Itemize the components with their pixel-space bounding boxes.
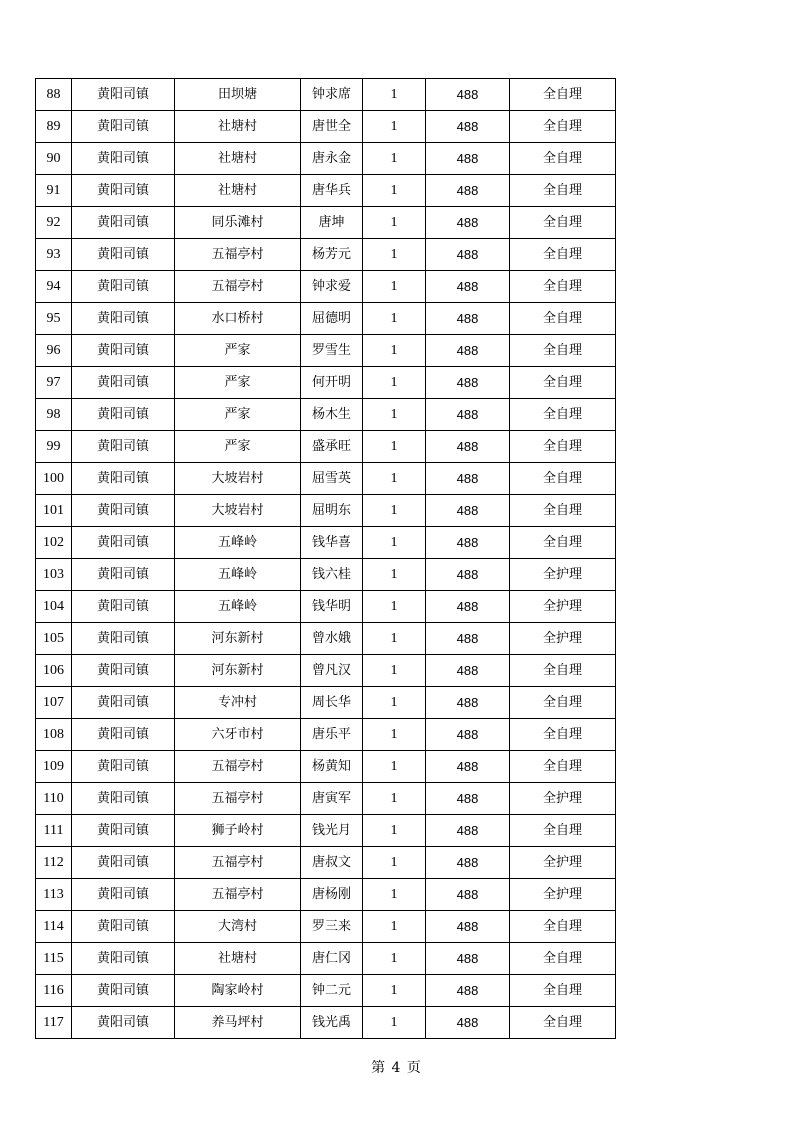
village-cell: 河东新村: [175, 623, 301, 655]
roster-table-body: [36, 79, 616, 1039]
count-cell: 1: [363, 367, 426, 399]
amount-cell: 488: [426, 847, 510, 879]
person-name-cell: 曾水娥: [301, 623, 363, 655]
town-cell: 黄阳司镇: [72, 879, 175, 911]
table-row: [36, 527, 616, 559]
care-type-cell: 全自理: [510, 335, 616, 367]
town-cell: 黄阳司镇: [72, 591, 175, 623]
page-number-label: 第 4 页: [371, 1060, 422, 1076]
village-cell: 大湾村: [175, 911, 301, 943]
table-row: [36, 975, 616, 1007]
village-cell: 五福亭村: [175, 239, 301, 271]
count-cell: 1: [363, 847, 426, 879]
person-name-cell: 杨木生: [301, 399, 363, 431]
table-row: [36, 815, 616, 847]
count-cell: 1: [363, 911, 426, 943]
amount-cell: 488: [426, 655, 510, 687]
amount-cell: 488: [426, 431, 510, 463]
town-cell: 黄阳司镇: [72, 431, 175, 463]
row-number-cell: 110: [36, 783, 72, 815]
row-number-cell: 113: [36, 879, 72, 911]
care-type-cell: 全护理: [510, 591, 616, 623]
count-cell: 1: [363, 79, 426, 111]
village-cell: 大坡岩村: [175, 463, 301, 495]
row-number-cell: 99: [36, 431, 72, 463]
village-cell: 严家: [175, 335, 301, 367]
amount-cell: 488: [426, 271, 510, 303]
village-cell: 社塘村: [175, 111, 301, 143]
amount-cell: 488: [426, 975, 510, 1007]
row-number-cell: 112: [36, 847, 72, 879]
village-cell: 五福亭村: [175, 783, 301, 815]
person-name-cell: 钱光月: [301, 815, 363, 847]
care-type-cell: 全自理: [510, 367, 616, 399]
amount-cell: 488: [426, 111, 510, 143]
town-cell: 黄阳司镇: [72, 175, 175, 207]
table-row: [36, 687, 616, 719]
amount-cell: 488: [426, 399, 510, 431]
table-row: [36, 719, 616, 751]
person-name-cell: 杨芳元: [301, 239, 363, 271]
village-cell: 五福亭村: [175, 271, 301, 303]
person-name-cell: 罗三来: [301, 911, 363, 943]
row-number-cell: 115: [36, 943, 72, 975]
row-number-cell: 102: [36, 527, 72, 559]
care-type-cell: 全自理: [510, 207, 616, 239]
count-cell: 1: [363, 111, 426, 143]
row-number-cell: 91: [36, 175, 72, 207]
person-name-cell: 唐永金: [301, 143, 363, 175]
care-type-cell: 全自理: [510, 751, 616, 783]
person-name-cell: 唐寅军: [301, 783, 363, 815]
care-type-cell: 全自理: [510, 527, 616, 559]
care-type-cell: 全自理: [510, 239, 616, 271]
table-row: [36, 79, 616, 111]
care-type-cell: 全自理: [510, 943, 616, 975]
count-cell: 1: [363, 431, 426, 463]
town-cell: 黄阳司镇: [72, 79, 175, 111]
town-cell: 黄阳司镇: [72, 751, 175, 783]
table-row: [36, 495, 616, 527]
row-number-cell: 101: [36, 495, 72, 527]
care-type-cell: 全自理: [510, 399, 616, 431]
care-type-cell: 全自理: [510, 719, 616, 751]
count-cell: 1: [363, 207, 426, 239]
amount-cell: 488: [426, 207, 510, 239]
care-type-cell: 全自理: [510, 431, 616, 463]
care-type-cell: 全自理: [510, 1007, 616, 1039]
table-row: [36, 431, 616, 463]
count-cell: 1: [363, 687, 426, 719]
person-name-cell: 钱六桂: [301, 559, 363, 591]
town-cell: 黄阳司镇: [72, 783, 175, 815]
village-cell: 社塘村: [175, 943, 301, 975]
row-number-cell: 105: [36, 623, 72, 655]
row-number-cell: 89: [36, 111, 72, 143]
row-number-cell: 106: [36, 655, 72, 687]
person-name-cell: 何开明: [301, 367, 363, 399]
village-cell: 五峰岭: [175, 559, 301, 591]
village-cell: 田坝塘: [175, 79, 301, 111]
care-type-cell: 全自理: [510, 303, 616, 335]
village-cell: 养马坪村: [175, 1007, 301, 1039]
count-cell: 1: [363, 975, 426, 1007]
care-type-cell: 全自理: [510, 975, 616, 1007]
table-row: [36, 559, 616, 591]
village-cell: 社塘村: [175, 175, 301, 207]
row-number-cell: 94: [36, 271, 72, 303]
count-cell: 1: [363, 399, 426, 431]
row-number-cell: 108: [36, 719, 72, 751]
person-name-cell: 唐杨刚: [301, 879, 363, 911]
town-cell: 黄阳司镇: [72, 527, 175, 559]
care-type-cell: 全自理: [510, 175, 616, 207]
person-name-cell: 唐叔文: [301, 847, 363, 879]
care-type-cell: 全护理: [510, 879, 616, 911]
count-cell: 1: [363, 751, 426, 783]
village-cell: 狮子岭村: [175, 815, 301, 847]
table-row: [36, 111, 616, 143]
amount-cell: 488: [426, 815, 510, 847]
amount-cell: 488: [426, 527, 510, 559]
town-cell: 黄阳司镇: [72, 463, 175, 495]
page-footer: [0, 1057, 793, 1077]
amount-cell: 488: [426, 1007, 510, 1039]
care-type-cell: 全自理: [510, 655, 616, 687]
town-cell: 黄阳司镇: [72, 239, 175, 271]
table-row: [36, 143, 616, 175]
amount-cell: 488: [426, 143, 510, 175]
person-name-cell: 曾凡汉: [301, 655, 363, 687]
row-number-cell: 109: [36, 751, 72, 783]
row-number-cell: 117: [36, 1007, 72, 1039]
village-cell: 五峰岭: [175, 527, 301, 559]
care-type-cell: 全自理: [510, 687, 616, 719]
count-cell: 1: [363, 879, 426, 911]
table-row: [36, 847, 616, 879]
amount-cell: 488: [426, 687, 510, 719]
care-type-cell: 全护理: [510, 847, 616, 879]
town-cell: 黄阳司镇: [72, 143, 175, 175]
village-cell: 专冲村: [175, 687, 301, 719]
village-cell: 严家: [175, 399, 301, 431]
table-row: [36, 783, 616, 815]
town-cell: 黄阳司镇: [72, 975, 175, 1007]
person-name-cell: 盛承旺: [301, 431, 363, 463]
care-type-cell: 全自理: [510, 143, 616, 175]
care-type-cell: 全自理: [510, 463, 616, 495]
row-number-cell: 111: [36, 815, 72, 847]
person-name-cell: 罗雪生: [301, 335, 363, 367]
table-row: [36, 303, 616, 335]
row-number-cell: 103: [36, 559, 72, 591]
table-row: [36, 911, 616, 943]
care-type-cell: 全护理: [510, 559, 616, 591]
row-number-cell: 96: [36, 335, 72, 367]
village-cell: 五福亭村: [175, 847, 301, 879]
town-cell: 黄阳司镇: [72, 111, 175, 143]
table-row: [36, 943, 616, 975]
person-name-cell: 屈明东: [301, 495, 363, 527]
count-cell: 1: [363, 591, 426, 623]
count-cell: 1: [363, 335, 426, 367]
village-cell: 陶家岭村: [175, 975, 301, 1007]
count-cell: 1: [363, 1007, 426, 1039]
table-row: [36, 207, 616, 239]
amount-cell: 488: [426, 719, 510, 751]
town-cell: 黄阳司镇: [72, 335, 175, 367]
village-cell: 严家: [175, 431, 301, 463]
town-cell: 黄阳司镇: [72, 655, 175, 687]
care-type-cell: 全自理: [510, 79, 616, 111]
roster-table: [35, 78, 616, 1039]
town-cell: 黄阳司镇: [72, 399, 175, 431]
person-name-cell: 钱光禹: [301, 1007, 363, 1039]
village-cell: 同乐滩村: [175, 207, 301, 239]
table-row: [36, 655, 616, 687]
count-cell: 1: [363, 239, 426, 271]
care-type-cell: 全自理: [510, 111, 616, 143]
row-number-cell: 104: [36, 591, 72, 623]
village-cell: 大坡岩村: [175, 495, 301, 527]
count-cell: 1: [363, 271, 426, 303]
town-cell: 黄阳司镇: [72, 719, 175, 751]
care-type-cell: 全自理: [510, 815, 616, 847]
amount-cell: 488: [426, 879, 510, 911]
village-cell: 五福亭村: [175, 751, 301, 783]
person-name-cell: 唐仁冈: [301, 943, 363, 975]
row-number-cell: 98: [36, 399, 72, 431]
person-name-cell: 屈雪英: [301, 463, 363, 495]
village-cell: 水口桥村: [175, 303, 301, 335]
town-cell: 黄阳司镇: [72, 623, 175, 655]
person-name-cell: 唐世全: [301, 111, 363, 143]
count-cell: 1: [363, 463, 426, 495]
town-cell: 黄阳司镇: [72, 943, 175, 975]
count-cell: 1: [363, 527, 426, 559]
amount-cell: 488: [426, 943, 510, 975]
amount-cell: 488: [426, 463, 510, 495]
person-name-cell: 钟求爱: [301, 271, 363, 303]
person-name-cell: 屈德明: [301, 303, 363, 335]
table-row: [36, 879, 616, 911]
town-cell: 黄阳司镇: [72, 815, 175, 847]
row-number-cell: 88: [36, 79, 72, 111]
count-cell: 1: [363, 719, 426, 751]
amount-cell: 488: [426, 623, 510, 655]
care-type-cell: 全自理: [510, 495, 616, 527]
table-row: [36, 175, 616, 207]
table-row: [36, 591, 616, 623]
care-type-cell: 全自理: [510, 911, 616, 943]
count-cell: 1: [363, 943, 426, 975]
person-name-cell: 周长华: [301, 687, 363, 719]
count-cell: 1: [363, 143, 426, 175]
table-row: [36, 271, 616, 303]
amount-cell: 488: [426, 335, 510, 367]
table-row: [36, 1007, 616, 1039]
table-row: [36, 335, 616, 367]
town-cell: 黄阳司镇: [72, 271, 175, 303]
amount-cell: 488: [426, 175, 510, 207]
amount-cell: 488: [426, 239, 510, 271]
amount-cell: 488: [426, 559, 510, 591]
town-cell: 黄阳司镇: [72, 207, 175, 239]
town-cell: 黄阳司镇: [72, 687, 175, 719]
person-name-cell: 唐华兵: [301, 175, 363, 207]
table-row: [36, 751, 616, 783]
person-name-cell: 钱华明: [301, 591, 363, 623]
row-number-cell: 114: [36, 911, 72, 943]
amount-cell: 488: [426, 591, 510, 623]
table-row: [36, 239, 616, 271]
row-number-cell: 93: [36, 239, 72, 271]
table-row: [36, 367, 616, 399]
town-cell: 黄阳司镇: [72, 911, 175, 943]
row-number-cell: 95: [36, 303, 72, 335]
count-cell: 1: [363, 783, 426, 815]
amount-cell: 488: [426, 911, 510, 943]
amount-cell: 488: [426, 367, 510, 399]
count-cell: 1: [363, 303, 426, 335]
person-name-cell: 唐坤: [301, 207, 363, 239]
row-number-cell: 97: [36, 367, 72, 399]
row-number-cell: 116: [36, 975, 72, 1007]
care-type-cell: 全护理: [510, 623, 616, 655]
village-cell: 六牙市村: [175, 719, 301, 751]
village-cell: 五峰岭: [175, 591, 301, 623]
amount-cell: 488: [426, 495, 510, 527]
person-name-cell: 钟求席: [301, 79, 363, 111]
count-cell: 1: [363, 623, 426, 655]
town-cell: 黄阳司镇: [72, 367, 175, 399]
town-cell: 黄阳司镇: [72, 495, 175, 527]
village-cell: 河东新村: [175, 655, 301, 687]
person-name-cell: 钱华喜: [301, 527, 363, 559]
person-name-cell: 钟二元: [301, 975, 363, 1007]
person-name-cell: 杨黄知: [301, 751, 363, 783]
village-cell: 五福亭村: [175, 879, 301, 911]
row-number-cell: 92: [36, 207, 72, 239]
count-cell: 1: [363, 655, 426, 687]
row-number-cell: 100: [36, 463, 72, 495]
amount-cell: 488: [426, 303, 510, 335]
count-cell: 1: [363, 559, 426, 591]
village-cell: 社塘村: [175, 143, 301, 175]
table-row: [36, 623, 616, 655]
count-cell: 1: [363, 495, 426, 527]
amount-cell: 488: [426, 751, 510, 783]
care-type-cell: 全自理: [510, 271, 616, 303]
table-row: [36, 399, 616, 431]
village-cell: 严家: [175, 367, 301, 399]
amount-cell: 488: [426, 783, 510, 815]
town-cell: 黄阳司镇: [72, 303, 175, 335]
town-cell: 黄阳司镇: [72, 847, 175, 879]
town-cell: 黄阳司镇: [72, 559, 175, 591]
person-name-cell: 唐乐平: [301, 719, 363, 751]
care-type-cell: 全护理: [510, 783, 616, 815]
count-cell: 1: [363, 175, 426, 207]
row-number-cell: 107: [36, 687, 72, 719]
count-cell: 1: [363, 815, 426, 847]
amount-cell: 488: [426, 79, 510, 111]
town-cell: 黄阳司镇: [72, 1007, 175, 1039]
table-row: [36, 463, 616, 495]
row-number-cell: 90: [36, 143, 72, 175]
